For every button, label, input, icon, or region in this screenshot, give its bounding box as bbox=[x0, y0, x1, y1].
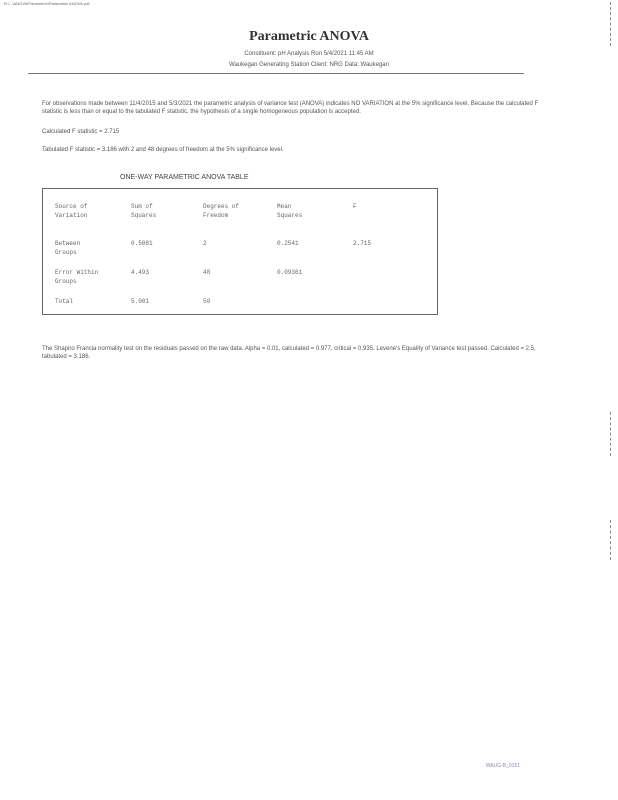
table-row-total-df: 50 bbox=[203, 298, 211, 305]
page-edge-mark-middle bbox=[610, 412, 611, 456]
table-row-error-ms: 0.09361 bbox=[277, 269, 303, 276]
header-divider bbox=[28, 73, 524, 74]
table-row-total-ss: 5.001 bbox=[131, 298, 150, 305]
table-header-sum-squares: Sum of Squares bbox=[131, 203, 157, 219]
table-row-total-source: Total bbox=[55, 298, 74, 305]
site-info-line: Waukegan Generating Station Client: NRG Data: Waukegan bbox=[229, 62, 389, 68]
page-title: Parametric ANOVA bbox=[249, 29, 369, 44]
table-row-between-ss: 0.5081 bbox=[131, 240, 153, 247]
table-header-f: F bbox=[353, 203, 357, 210]
page-edge-mark-top bbox=[610, 2, 611, 46]
table-header-source: Source of Variation bbox=[55, 203, 88, 219]
calculated-f-text: Calculated F statistic = 2.715 bbox=[42, 129, 120, 135]
normality-test-paragraph: The Shapiro Francia normality test on the residuals passed on the raw data. Alpha = 0.01, calculated = 0.977, critical = 0.935. Levene's Equality of Variance test passed. Calculated = 2.5, tabulated = 3.186. bbox=[42, 346, 536, 360]
table-row-between-f: 2.715 bbox=[353, 240, 372, 247]
page-edge-mark-lower bbox=[610, 520, 611, 560]
document-footer-code: WAUG-B_0151 bbox=[485, 763, 520, 769]
anova-table-title: ONE-WAY PARAMETRIC ANOVA TABLE bbox=[120, 174, 249, 181]
tabulated-f-text: Tabulated F statistic = 3.186 with 2 and 48 degrees of freedom at the 5% significance level. bbox=[42, 147, 284, 153]
table-row-error-source: Error Within Groups bbox=[55, 269, 99, 285]
document-path-header: R:\...\ANOVA\Parametric\Parametric ANOVA.pdf bbox=[4, 1, 90, 6]
table-row-error-df: 48 bbox=[203, 269, 211, 276]
analysis-info-line: Constituent: pH Analysis Run 5/4/2021 11:45 AM bbox=[244, 51, 374, 57]
table-header-degrees-freedom: Degrees of Freedom bbox=[203, 203, 240, 219]
result-summary-paragraph: For observations made between 11/4/2015 and 5/3/2021 the parametric analysis of variance test (ANOVA) indicates NO VARIATION at the 5% significance level. Because the calculated F statistic is less than or equal to the tabulated F statistic, the hypothesis of a single homogeneous population is accepted. bbox=[42, 101, 539, 115]
anova-table bbox=[42, 188, 438, 315]
table-header-mean-squares: Mean Squares bbox=[277, 203, 303, 219]
table-row-between-source: Between Groups bbox=[55, 240, 81, 256]
table-row-between-ms: 0.2541 bbox=[277, 240, 299, 247]
table-row-between-df: 2 bbox=[203, 240, 207, 247]
table-row-error-ss: 4.493 bbox=[131, 269, 150, 276]
